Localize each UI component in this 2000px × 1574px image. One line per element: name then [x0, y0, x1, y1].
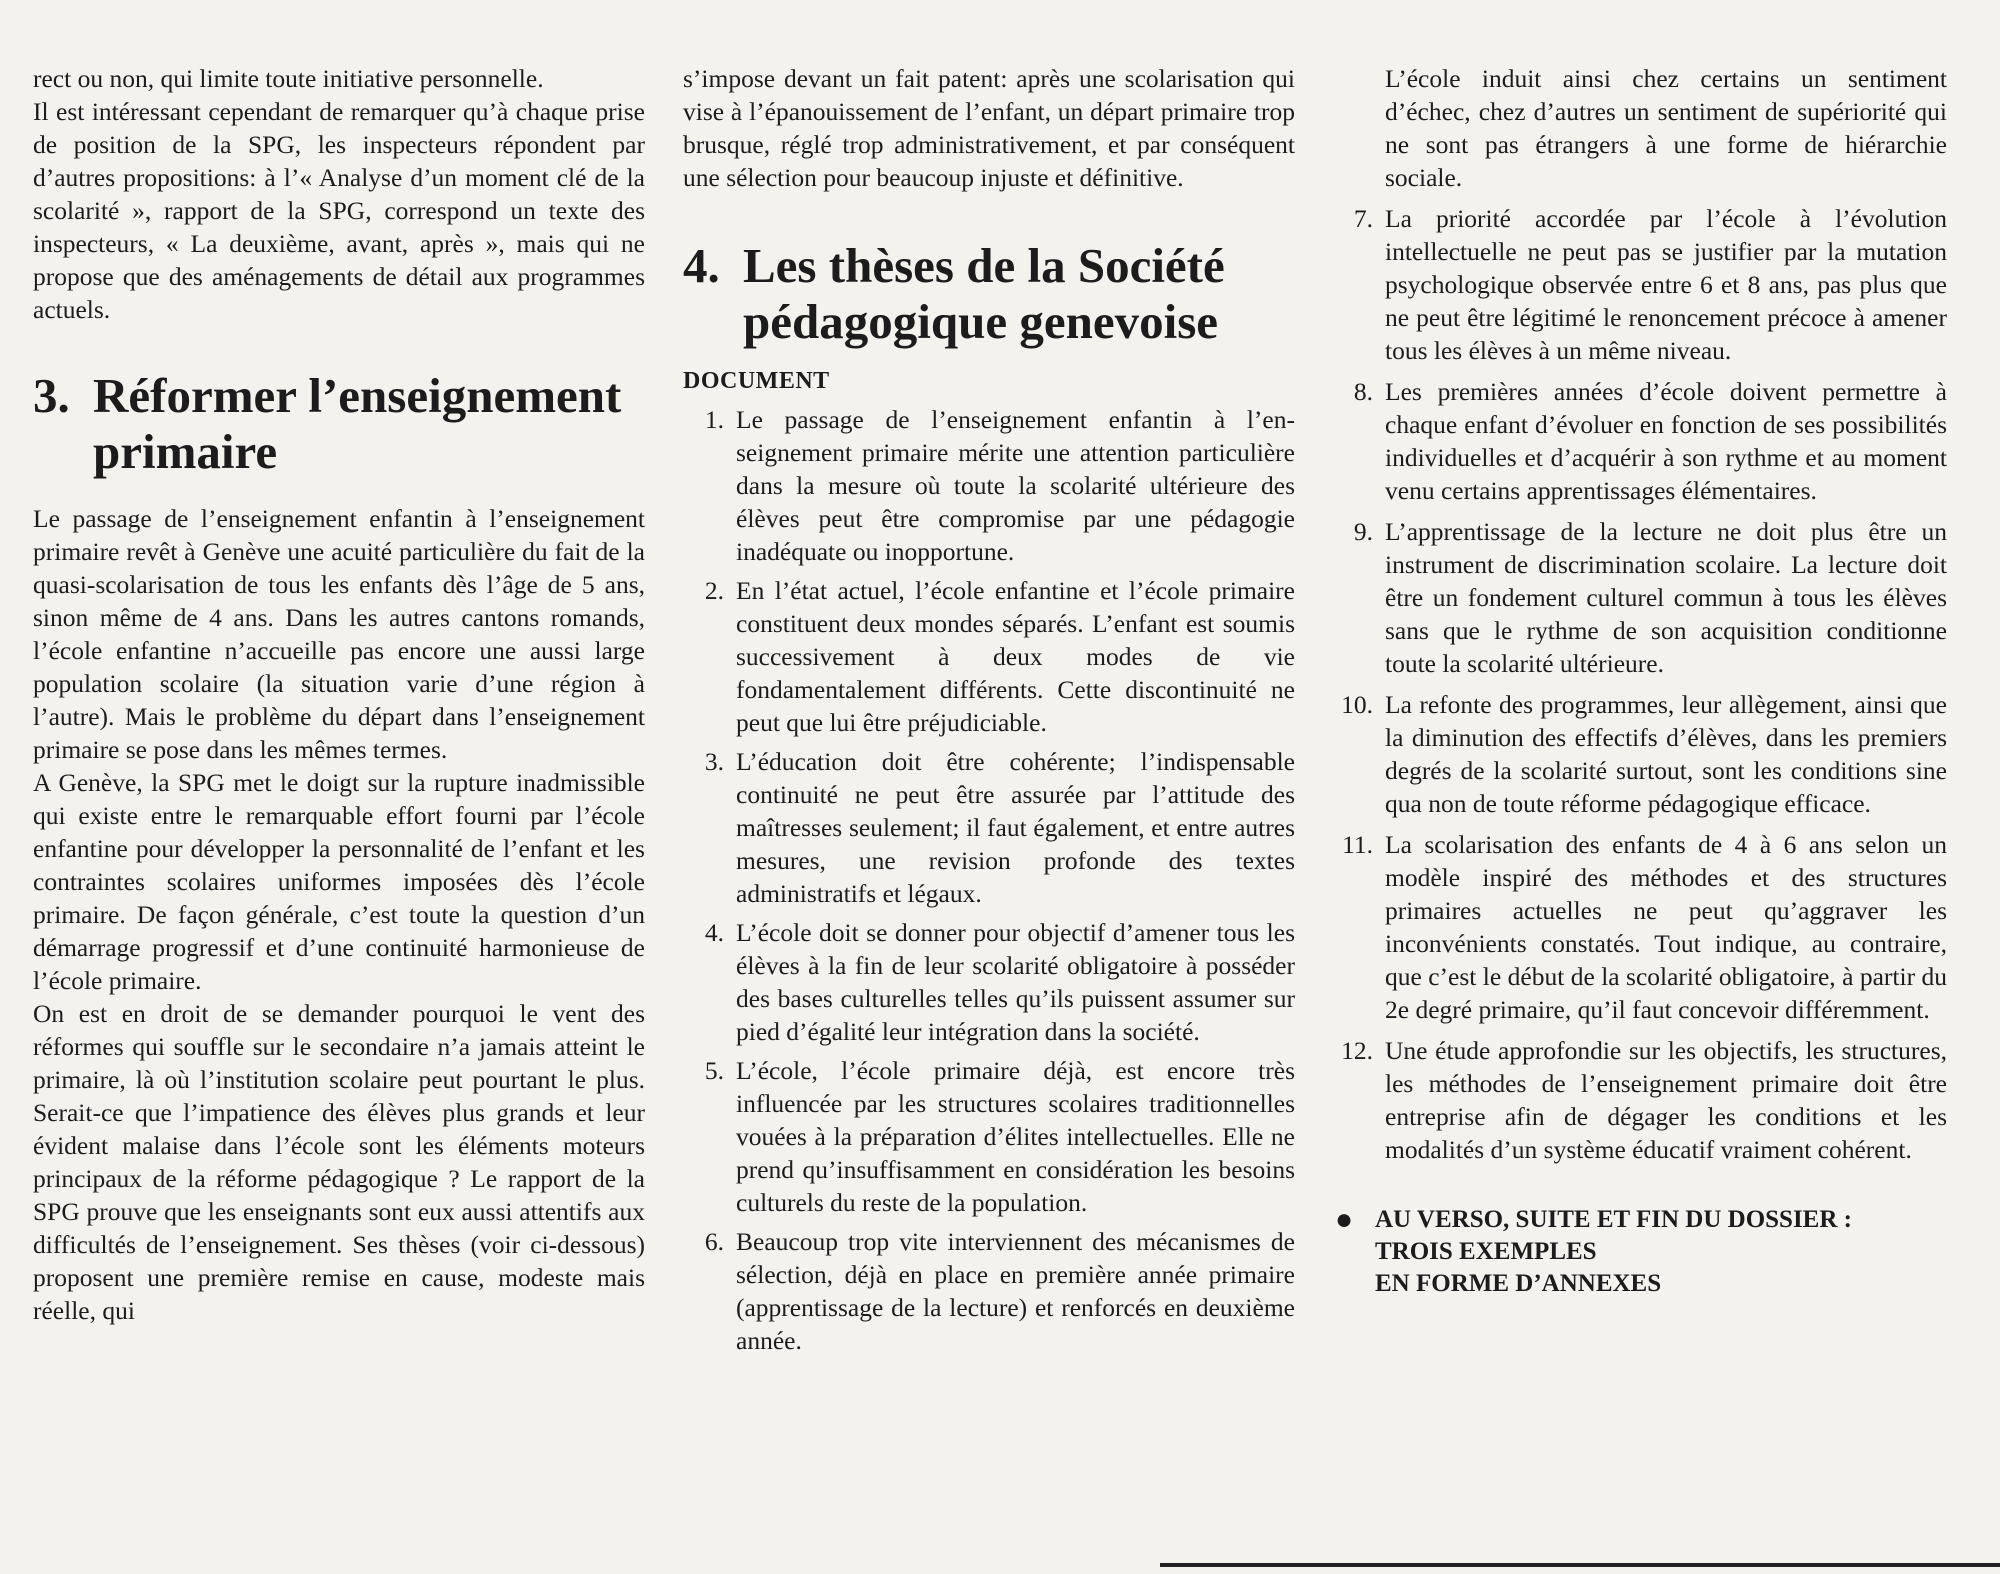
document-label: DOCUMENT [683, 368, 830, 394]
thesis-text: L’école, l’école primaire déjà, est encore très influencée par les structures scolaires traditionnelles vouées à la préparation d’élites intellectuelles. Elle ne prend qu’insuffisamment en considération les besoins culturels du reste de la population. [736, 1056, 1295, 1217]
thesis-text: Une étude approfondie sur les objectifs, les structures, les méthodes de l’enseignement primaire doit être entreprise afin de dégager les conditions et les modalités d’un système éducatif vraiment cohérent. [1385, 1036, 1947, 1164]
thesis-number: 11. [1342, 830, 1373, 859]
column-2 [683, 62, 1295, 1357]
theses-list [683, 403, 1295, 1357]
thesis-number: 1. [704, 405, 724, 434]
thesis-number: 5. [704, 1056, 724, 1085]
section-title: Les thèses de la Société pédagogique genevoise [743, 238, 1225, 349]
notice-line: AU VERSO, SUITE ET FIN DU DOSSIER : [1375, 1206, 1852, 1233]
notice-line: EN FORME D’ANNEXES [1375, 1270, 1662, 1297]
section-number: 4. [683, 238, 720, 293]
column-1 [33, 62, 645, 1327]
theses-list [1335, 202, 1947, 1166]
column-3 [1335, 62, 1947, 1300]
section-4-heading [683, 238, 1295, 350]
thesis-text: La scolarisation des enfants de 4 à 6 ans selon un modèle inspiré des méthodes et des structures primaires actuelles ne peut qu’aggraver les inconvénients constatés. Tout indique, au contraire, que c’est le début de la scolarité obligatoire, à partir du 2e degré primaire, qu’il faut concevoir différemment. [1385, 830, 1947, 1024]
thesis-item [683, 403, 1295, 568]
thesis-number: 12. [1341, 1036, 1373, 1065]
paragraph: Il est intéressant cependant de remarquer qu’à chaque prise de position de la SPG, les inspecteurs répondent par d’autres propositions: à l’« Analyse d’un moment clé de la scolarité », rapport de la SPG, correspond un texte des inspecteurs, « La deuxième, avant, après », mais qui ne propose que des aménagements de détail aux programmes actuels. [33, 97, 645, 324]
thesis-item [1335, 828, 1947, 1026]
thesis-item [1335, 202, 1947, 367]
paragraph: A Genève, la SPG met le doigt sur la rupture inadmissible qui existe entre le remarquable effort fourni par l’école enfantine pour développer la personnalité de l’enfant et les contraintes scolaires uniformes imposées dès l’école primaire. De façon générale, c’est toute la question d’un démarrage progressif et d’une continuité harmonieuse de l’école primaire. [33, 768, 645, 995]
thesis-number: 7. [1353, 204, 1373, 233]
thesis-item [683, 1225, 1295, 1357]
thesis-number: 4. [704, 918, 724, 947]
thesis-text: Beaucoup trop vite interviennent des mécanismes de sélection, déjà en place en première année primaire (apprentissage de la lecture) et renforcés en deuxième année. [736, 1227, 1295, 1355]
thesis-item [683, 745, 1295, 910]
thesis-text: En l’état actuel, l’école enfantine et l’école primaire constituent deux mondes séparés. L’enfant est soumis successivement à deux modes de vie fondamentalement différents. Cette discontinuité ne peut que lui être préjudiciable. [736, 576, 1295, 737]
thesis-item [1335, 1034, 1947, 1166]
section-number: 3. [33, 368, 70, 423]
thesis-text: L’éducation doit être cohérente; l’indispensable continuité ne peut être assurée par l’attitude des maîtresses seulement; il faut également, et entre autres mesures, une revision profonde des textes administratifs et légaux. [736, 747, 1295, 908]
section-title: Réformer l’enseignement primaire [93, 368, 622, 479]
thesis-item [1335, 375, 1947, 507]
thesis-number: 9. [1353, 517, 1373, 546]
bottom-rule [1160, 1563, 2000, 1567]
thesis-text: L’apprentissage de la lecture ne doit plus être un instrument de discrimination scolaire. La lecture doit être un fondement culturel commun à tous les élèves sans que le rythme de son acquisition conditionne toute la scolarité ultérieure. [1385, 517, 1947, 678]
continuation-notice [1335, 1204, 1947, 1300]
paragraph: On est en droit de se demander pourquoi le vent des réformes qui souffle sur le secondaire n’a jamais atteint le primaire, là où l’institution scolaire peut pourtant le plus. Serait-ce que l’impatience des élèves plus grands et leur évident malaise dans l’école sont les éléments moteurs principaux de la réforme pédagogique ? Le rapport de la SPG prouve que les enseignants sont eux aussi attentifs aux difficultés de l’enseignement. Ses thèses (voir ci-dessous) proposent une première remise en cause, modeste mais réelle, qui [33, 999, 645, 1325]
bullet-icon: ● [1335, 1203, 1354, 1236]
thesis-text: Le passage de l’enseignement enfantin à l’enseignement primaire mérite une attention particulière dans la mesure où toute la scolarité ultérieure des élèves peut être compromise par une pédagogie inadéquate ou inopportune. [736, 405, 1295, 566]
thesis-item [1335, 688, 1947, 820]
notice-line: TROIS EXEMPLES [1375, 1238, 1597, 1265]
paragraph: s’impose devant un fait patent: après une scolarisation qui vise à l’épanouissement de l’enfant, un départ primaire trop brusque, réglé trop administrativement, et par conséquent une sélection pour beaucoup injuste et définitive. [683, 64, 1295, 192]
thesis-item [683, 916, 1295, 1048]
thesis-continuation: L’école induit ainsi chez certains un sentiment d’échec, chez d’autres un sentiment de supériorité qui ne sont pas étrangers à une forme de hiérarchie sociale. [1385, 64, 1947, 192]
thesis-text: Les premières années d’école doivent permettre à chaque enfant d’évoluer en fonction de ses possibilités individuelles et d’acquérir à son rythme et au moment venu certains apprentissages élémentaires. [1385, 377, 1947, 505]
thesis-text: L’école doit se donner pour objectif d’amener tous les élèves à la fin de leur scolarité obligatoire à posséder des bases culturelles telles qu’ils puissent assumer sur pied d’égalité leur intégration dans la société. [736, 918, 1295, 1046]
thesis-text: La priorité accordée par l’école à l’évolution intellectuelle ne peut pas se justifier par la mutation psychologique observée entre 6 et 8 ans, pas plus que ne peut être légitimé le renoncement précoce à amener tous les élèves à un même niveau. [1385, 204, 1947, 365]
notice-text [1375, 1204, 1852, 1300]
thesis-text: La refonte des programmes, leur allègement, ainsi que la diminution des effectifs d’élèves, dans les premiers degrés de la scolarité surtout, sont les conditions sine qua non de toute réforme pédagogique efficace. [1385, 690, 1947, 818]
thesis-number: 10. [1341, 690, 1373, 719]
thesis-item [683, 574, 1295, 739]
paragraph: Le passage de l’enseignement enfantin à l’enseignement primaire revêt à Genève une acuité particulière du fait de la quasi-scolarisation de tous les enfants dès l’âge de 5 ans, sinon même de 4 ans. Dans les autres cantons romands, l’école enfantine n’accueille pas encore une aussi large population scolaire (la situation varie d’une région à l’autre). Mais le problème du départ dans l’enseignement primaire se pose dans les mêmes termes. [33, 504, 645, 764]
section-3-heading [33, 368, 645, 480]
thesis-number: 6. [704, 1227, 724, 1256]
thesis-item [683, 1054, 1295, 1219]
thesis-item [1335, 515, 1947, 680]
thesis-number: 3. [704, 747, 724, 776]
thesis-number: 8. [1353, 377, 1373, 406]
thesis-number: 2. [704, 576, 724, 605]
paragraph: rect ou non, qui limite toute initiative personnelle. [33, 64, 544, 93]
